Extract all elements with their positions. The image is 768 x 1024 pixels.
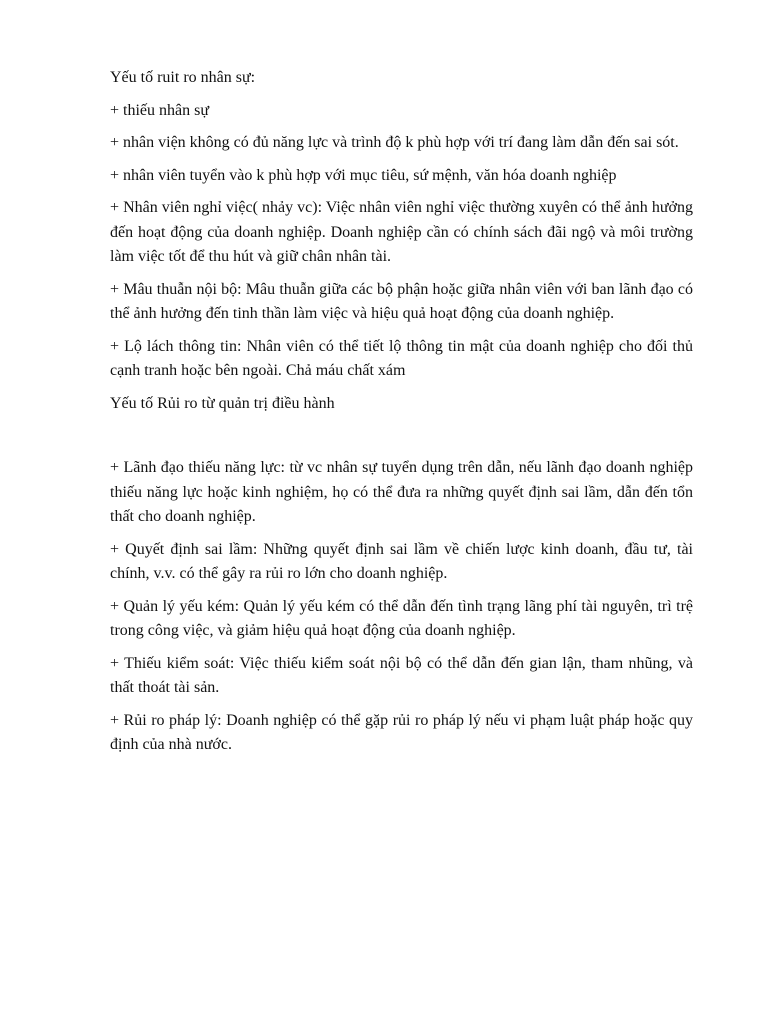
list-item: + Quyết định sai lầm: Những quyết định sai lầm về chiến lược kinh doanh, đầu tư, tài chính, v.v. có thể gây ra rủi ro lớn cho doanh nghiệp. [110,540,693,582]
list-item: + Mâu thuẫn nội bộ: Mâu thuẫn giữa các bộ phận hoặc giữa nhân viên với ban lãnh đạo có thể ảnh hưởng đến tinh thần làm việc và hiệu quả hoạt động của doanh nghiệp. [110,280,693,322]
list-item: + Lộ lách thông tin: Nhân viên có thể tiết lộ thông tin mật của doanh nghiệp cho đối thủ cạnh tranh hoặc bên ngoài. Chả máu chất xám [110,337,693,379]
list-item: + Rủi ro pháp lý: Doanh nghiệp có thể gặp rủi ro pháp lý nếu vi phạm luật pháp hoặc quy định của nhà nước. [110,711,693,753]
list-item: + Thiếu kiểm soát: Việc thiếu kiểm soát nội bộ có thể dẫn đến gian lận, tham nhũng, và thất thoát tài sản. [110,654,693,696]
list-item: + Quản lý yếu kém: Quản lý yếu kém có thể dẫn đến tình trạng lãng phí tài nguyên, trì trệ trong công việc, và giảm hiệu quả hoạt động của doanh nghiệp. [110,597,693,639]
section-heading-personnel-risk: Yếu tố ruit ro nhân sự: [110,69,256,86]
list-item: + Lãnh đạo thiếu năng lực: từ vc nhân sự tuyển dụng trên dẫn, nếu lãnh đạo doanh nghiệp thiếu năng lực hoặc kinh nghiệm, họ có thể đưa ra những quyết định sai lầm, dẫn đến tổn thất cho doanh nghiệp. [110,459,693,525]
list-item: + Nhân viên nghỉ việc( nhảy vc): Việc nhân viên nghỉ việc thường xuyên có thể ảnh hưởng đến hoạt động của doanh nghiệp. Doanh nghiệp cần có chính sách đãi ngộ và môi trường làm việc tốt để thu hút và giữ chân nhân tài. [110,199,693,265]
blank-line [110,424,693,456]
list-item: + nhân viện không có đủ năng lực và trình độ k phù hợp với trí đang làm dẫn đến sai sót. [110,134,679,151]
list-item: + thiếu nhân sự [110,101,210,119]
section-heading-management-risk: Yếu tố Rủi ro từ quản trị điều hành [110,394,335,412]
list-item: + nhân viên tuyển vào k phù hợp với mục tiêu, sứ mệnh, văn hóa doanh nghiệp [110,166,617,184]
document-body [110,66,693,766]
